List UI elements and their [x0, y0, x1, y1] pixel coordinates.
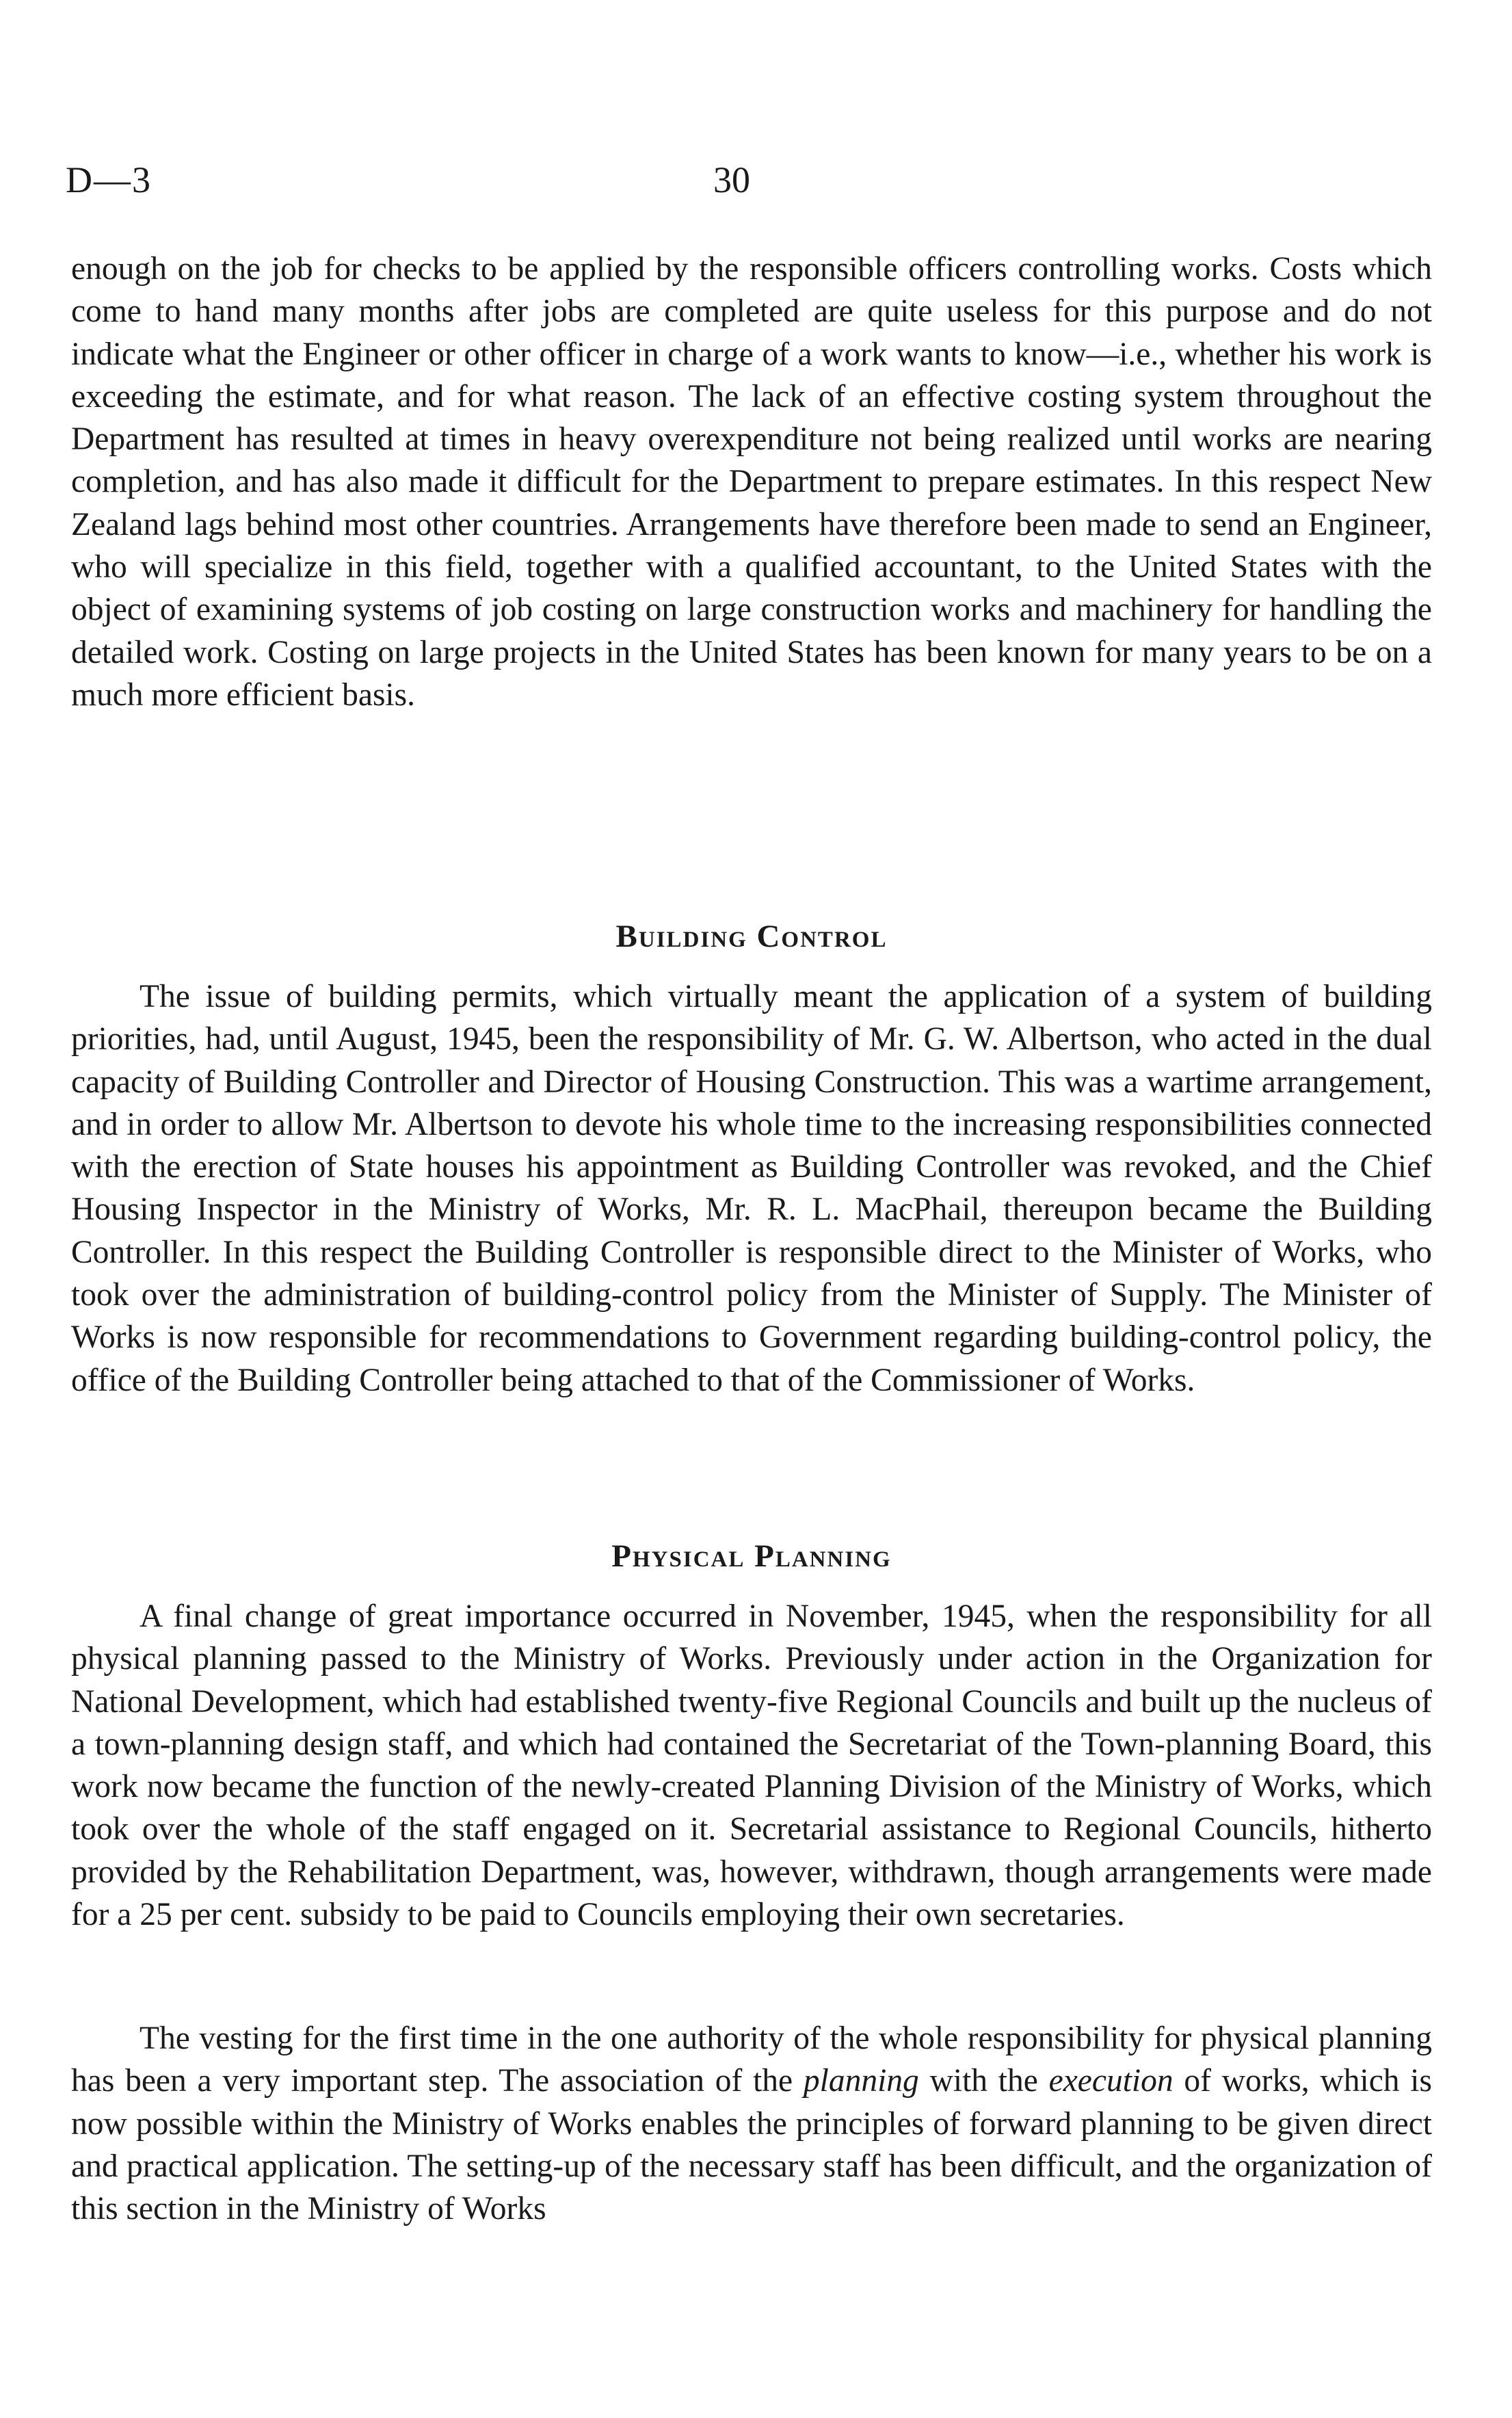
paragraph-text-part: The vesting for the first time in the one authority of the whole responsibility for physical planning has been a very important step. The association of the [71, 2021, 1432, 2099]
page-number: 30 [713, 159, 750, 200]
paragraph-job-costing: enough on the job for checks to be applied by the responsible officers controlling works. Costs which come to hand many months after jobs are completed are quite useless for this purpose and do not indicate what the Engineer or other officer in charge of a work wants to know—i.e., whether his work is exceeding the estimate, and for what reason. The lack of an effective costing system throughout the Department has resulted at times in heavy overexpenditure not being realized until works are nearing completion, and has also made it difficult for the Department to prepare estimates. In this respect New Zealand lags behind most other countries. Arrangements have therefore been made to send an Engineer, who will specialize in this field, together with a qualified accountant, to the United States with the object of examining systems of job costing on large construction works and machinery for handling the detailed work. Costing on large projects in the United States has been known for many years to be on a much more efficient basis. [71, 251, 1432, 713]
paragraph-planning-responsibility [71, 2017, 1432, 2230]
paragraph-text-part: of works, which is now possible within the Ministry of Works enables the principles of forward planning to be given direct and practical application. The setting-up of the necessary staff has been difficult, and the organization of this section in the Ministry of Works [71, 2063, 1432, 2227]
section-reference: D—3 [66, 159, 152, 200]
paragraph-building-control: The issue of building permits, which virtually meant the application of a system of building priorities, had, until August, 1945, been the responsibility of Mr. G. W. Albertson, who acted in the dual capacity of Building Controller and Director of Housing Construction. This was a wartime arrangement, and in order to allow Mr. Albertson to devote his whole time to the increasing responsibilities connected with the erection of State houses his appointment as Building Controller was revoked, and the Chief Housing Inspector in the Ministry of Works, Mr. R. L. MacPhail, thereupon became the Building Controller. In this respect the Building Controller is responsible direct to the Minister of Works, who took over the administration of building-control policy from the Minister of Supply. The Minister of Works is now responsible for recommendations to Government regarding building-control policy, the office of the Building Controller being attached to that of the Commissioner of Works. [71, 979, 1432, 1398]
heading-physical-planning: Physical Planning [611, 1538, 892, 1574]
paragraph-physical-planning: A final change of great importance occurred in November, 1945, when the responsibility for all physical planning passed to the Ministry of Works. Previously under action in the Organization for National Development, which had established twenty-five Regional Councils and built up the nucleus of a town-planning design staff, and which had contained the Secretariat of the Town-planning Board, this work now became the function of the newly-created Planning Division of the Ministry of Works, which took over the whole of the staff engaged on it. Secretarial assistance to Regional Councils, hitherto provided by the Rehabilitation Department, was, however, withdrawn, though arrangements were made for a 25 per cent. subsidy to be paid to Councils employing their own secretaries. [71, 1599, 1432, 1933]
heading-building-control: Building Control [615, 919, 888, 954]
emphasis-planning: planning [803, 2063, 919, 2099]
paragraph-text-part: with the [918, 2063, 1049, 2099]
emphasis-execution: execution [1048, 2063, 1173, 2099]
